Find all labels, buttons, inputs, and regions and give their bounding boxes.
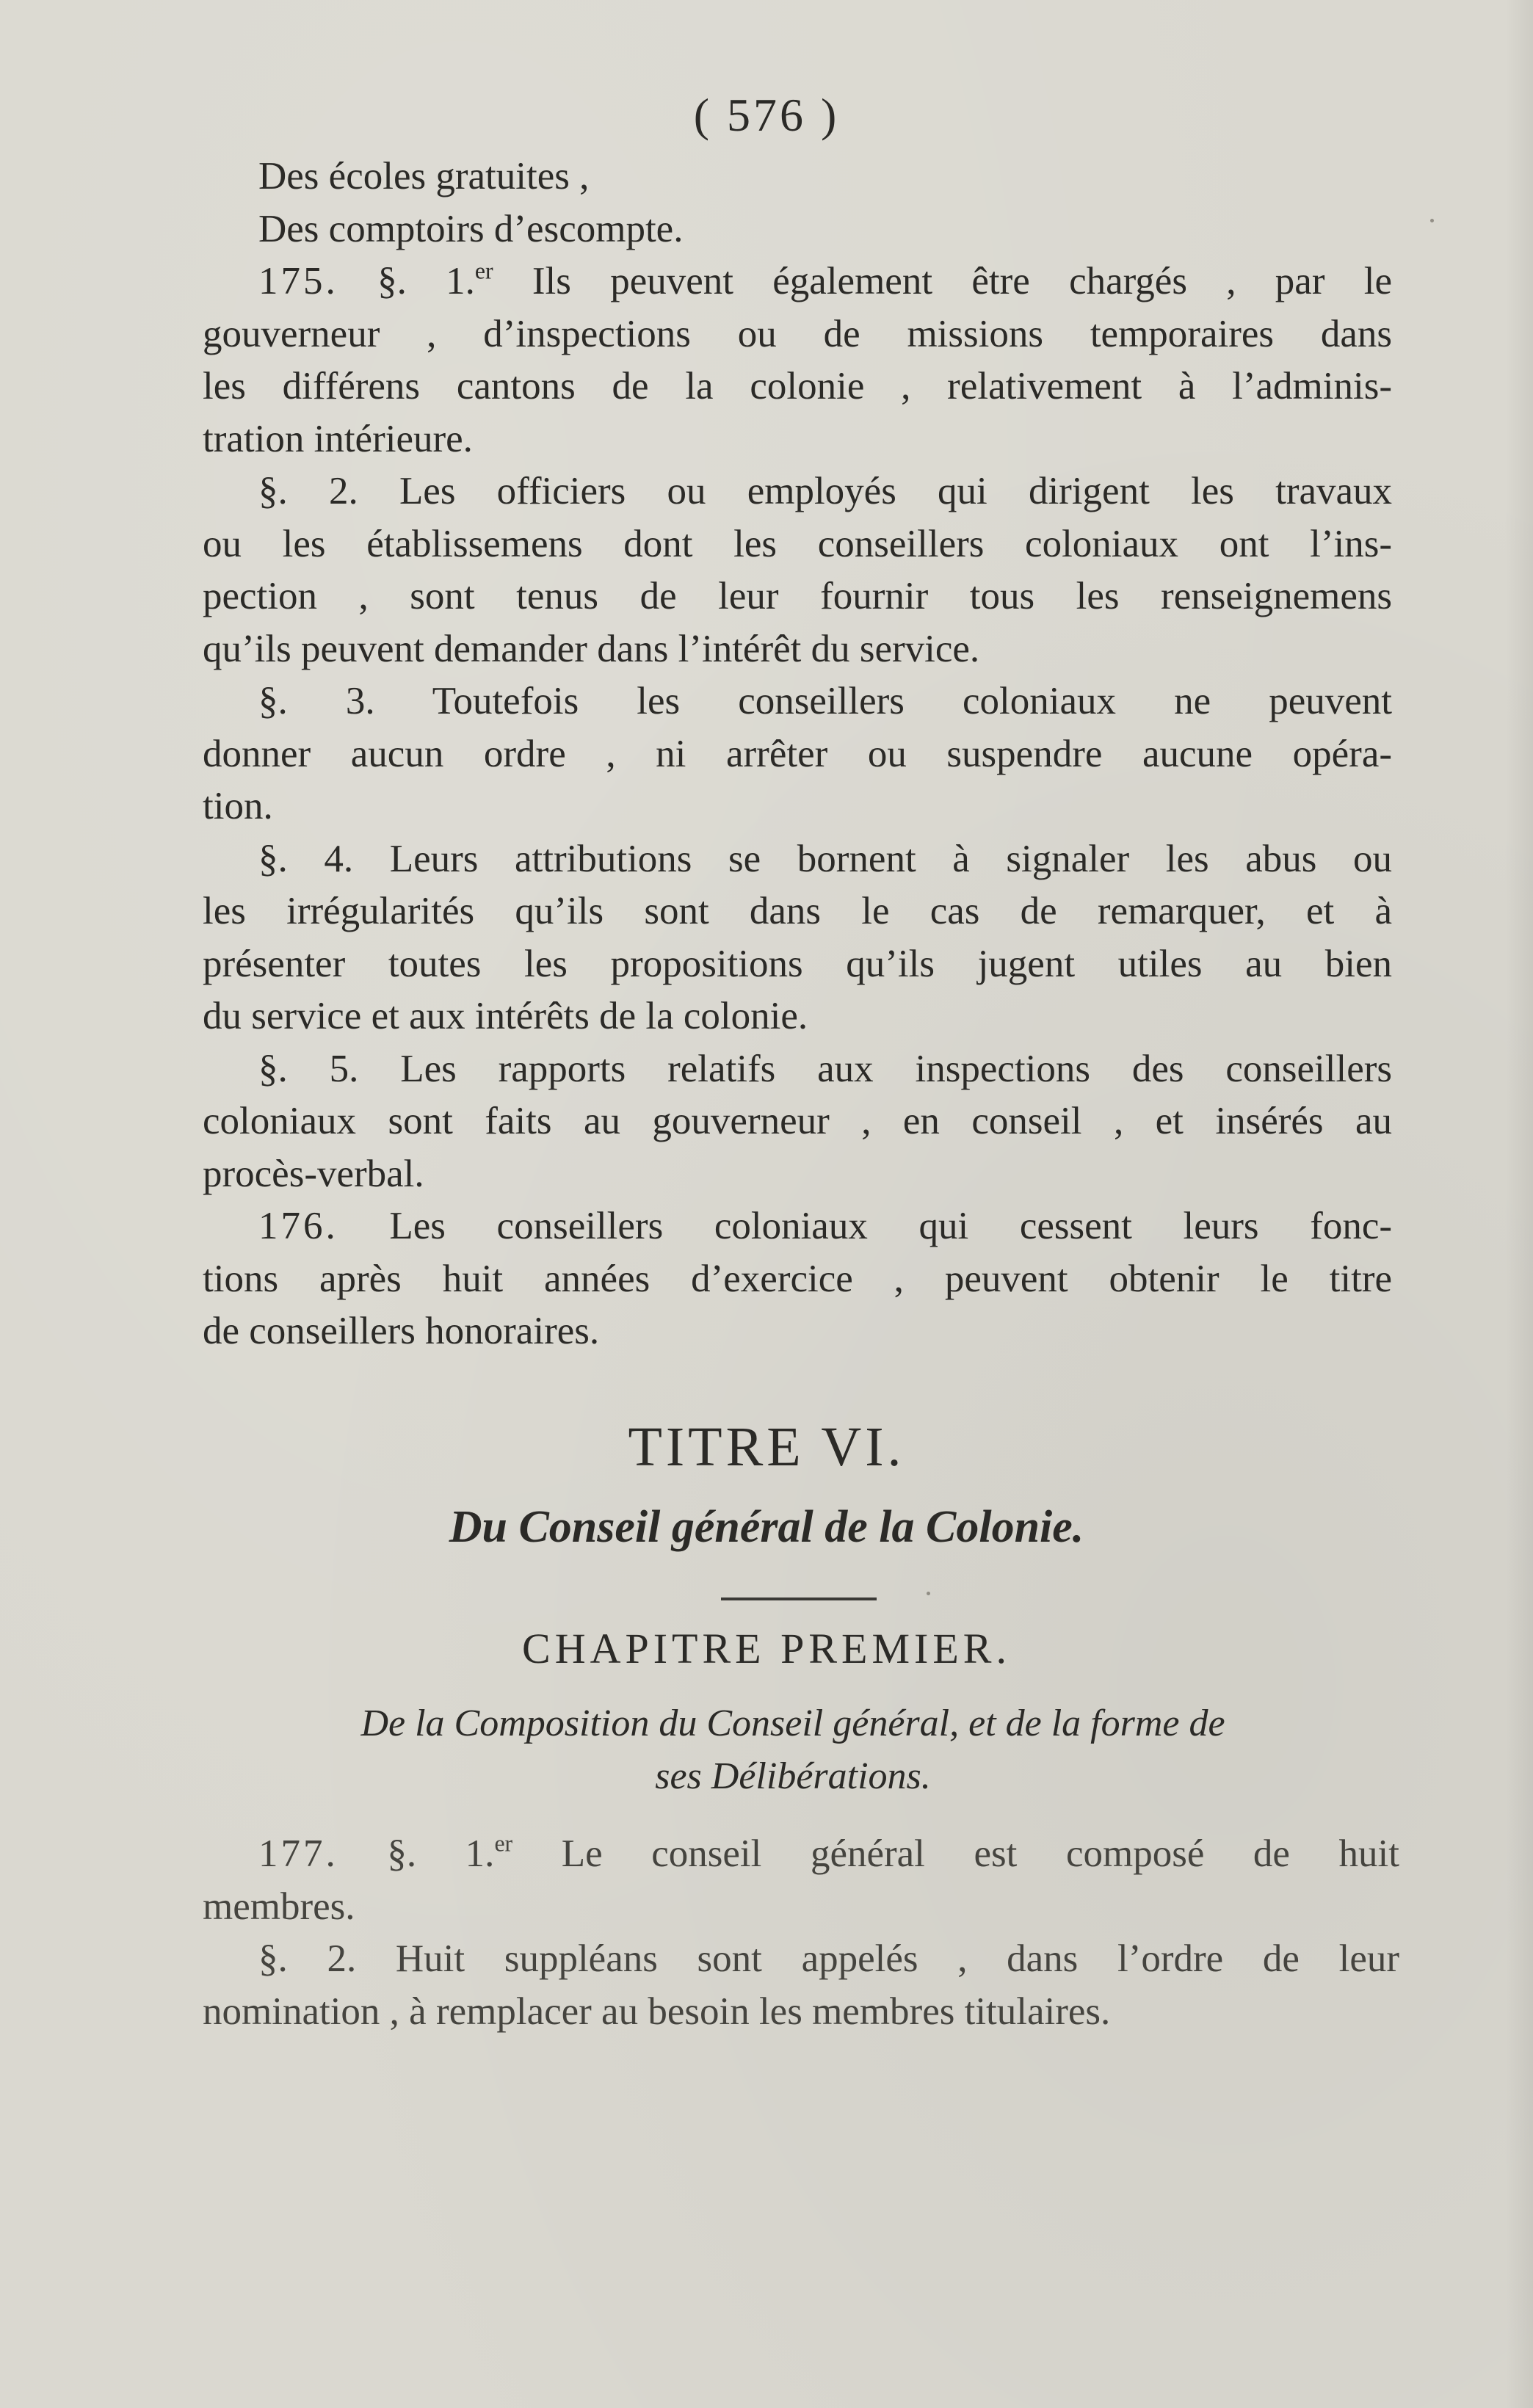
text-line: nomination , à remplacer au besoin les membres titulaires. <box>203 1990 1111 2033</box>
article-175-line <box>203 255 1392 308</box>
text-line: pection , sont tenus de leur fournir tous les renseignemens <box>203 575 1392 617</box>
article-number: 177. <box>258 1832 338 1875</box>
ordinal-superscript: er <box>494 1830 513 1857</box>
article-176-line <box>203 1200 1392 1253</box>
text-line: Les officiers ou employés qui dirigent les travaux <box>399 470 1393 512</box>
body-text <box>203 150 1392 1358</box>
section-marker: §. 5. <box>258 1047 359 1090</box>
text-line: Toutefois les conseillers coloniaux ne peuvent <box>432 680 1393 722</box>
article-number: 176. <box>258 1205 338 1247</box>
paper-speck <box>927 1592 930 1595</box>
titre-subtitle: Du Conseil général de la Colonie. <box>449 1502 1084 1552</box>
text-line: procès-verbal. <box>203 1152 424 1195</box>
text-line: membres. <box>203 1885 355 1928</box>
section-marker: §. 3. <box>258 680 375 722</box>
chapitre-subtitle-line: De la Composition du Conseil général, et de la forme de <box>360 1702 1225 1744</box>
paper-speck <box>1430 219 1434 222</box>
section-marker: §. 1. <box>377 260 475 302</box>
text-line: Les rapports relatifs aux inspections des conseillers <box>400 1047 1393 1090</box>
ordinal-superscript: er <box>474 258 493 284</box>
text-line: tion. <box>203 785 273 827</box>
text-line: Leurs attributions se bornent à signaler les abus ou <box>389 837 1393 880</box>
text-line: Des comptoirs d’escompte. <box>258 207 684 250</box>
text-line: tration intérieure. <box>203 417 473 460</box>
article-number: 175. <box>258 260 338 302</box>
chapitre-subtitle <box>242 1697 1344 1803</box>
chapitre-heading: CHAPITRE PREMIER. <box>522 1625 1011 1672</box>
titre-heading: TITRE VI. <box>628 1416 905 1478</box>
text-line: gouverneur , d’inspections ou de missions temporaires dans <box>203 312 1392 355</box>
text-line: les irrégularités qu’ils sont dans le cas de remarquer, et à <box>203 890 1392 932</box>
text-line: Le conseil général est composé de huit <box>561 1832 1400 1875</box>
text-line: Les conseillers coloniaux qui cessent leurs fonc- <box>389 1205 1392 1247</box>
text-line: qu’ils peuvent demander dans l’intérêt du service. <box>203 627 980 670</box>
section-line <box>203 1933 1399 1986</box>
page-edge-shadow <box>1505 0 1533 2408</box>
text-line: les différens cantons de la colonie , relativement à l’adminis- <box>203 365 1392 407</box>
section-line <box>203 675 1392 728</box>
page-number: ( 576 ) <box>693 89 840 141</box>
chapitre-subtitle-line: ses Délibérations. <box>655 1755 931 1797</box>
text-line: tions après huit années d’exercice , peuvent obtenir le titre <box>203 1257 1392 1300</box>
text-line: Ils peuvent également être chargés , par le <box>532 260 1393 302</box>
text-line: Des écoles gratuites , <box>258 155 590 197</box>
section-divider <box>721 1598 877 1600</box>
section-line <box>203 1043 1392 1096</box>
text-line: donner aucun ordre , ni arrêter ou suspendre aucune opéra- <box>203 732 1392 775</box>
text-line: de conseillers honoraires. <box>203 1310 600 1352</box>
section-marker: §. 2. <box>258 470 358 512</box>
text-line: ou les établissemens dont les conseillers coloniaux ont l’ins- <box>203 522 1392 565</box>
section-line <box>203 833 1392 886</box>
section-marker: §. 1. <box>387 1832 495 1875</box>
section-line <box>203 465 1392 518</box>
section-marker: §. 4. <box>258 837 354 880</box>
article-177-line <box>203 1828 1399 1881</box>
text-line: Huit suppléans sont appelés , dans l’ordre de leur <box>395 1937 1400 1980</box>
section-marker: §. 2. <box>258 1937 357 1980</box>
body-text-2 <box>203 1828 1399 2038</box>
text-line: du service et aux intérêts de la colonie. <box>203 995 808 1037</box>
text-line: présenter toutes les propositions qu’ils jugent utiles au bien <box>203 942 1392 985</box>
text-line: coloniaux sont faits au gouverneur , en conseil , et insérés au <box>203 1100 1392 1142</box>
